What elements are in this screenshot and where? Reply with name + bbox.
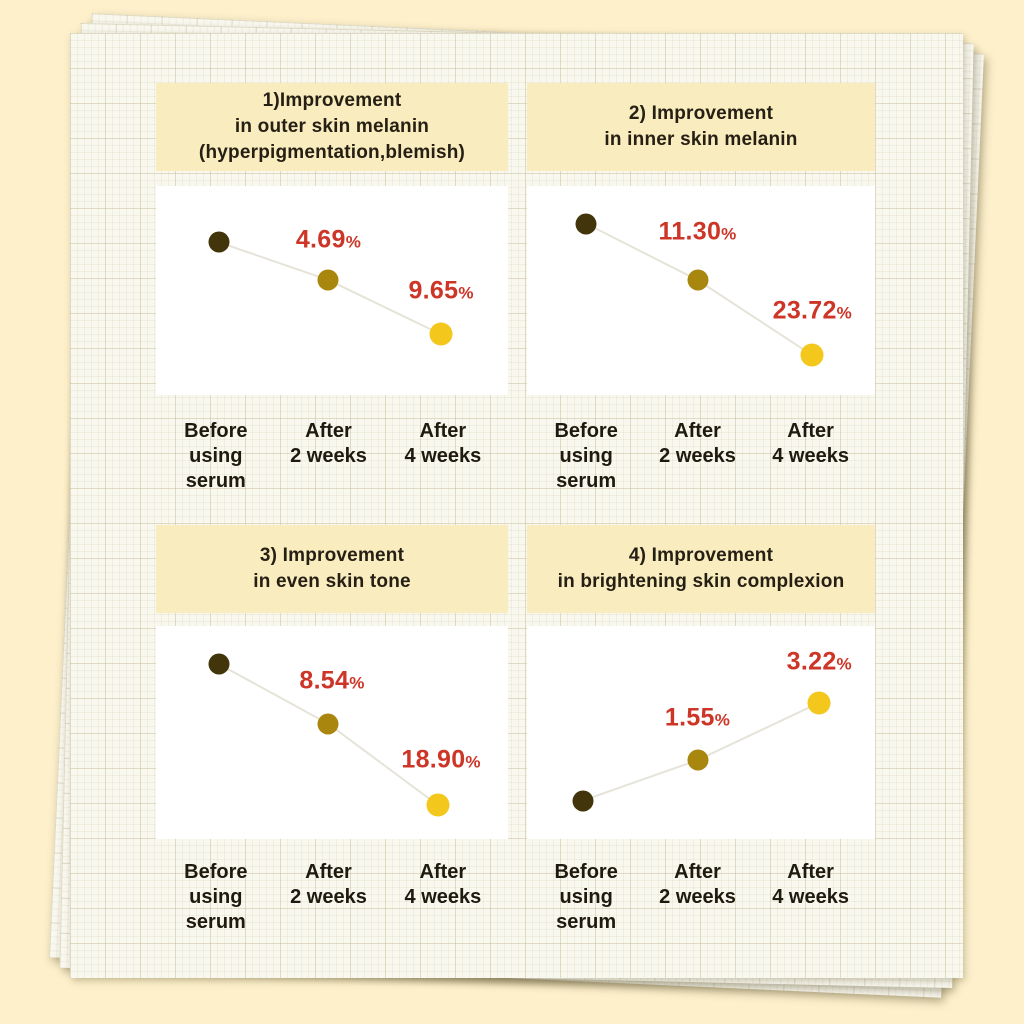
value-label (787, 648, 852, 677)
value-number: 18.90 (401, 745, 466, 774)
axis-label-line: 4 weeks (772, 886, 849, 908)
percent-sign: % (458, 283, 474, 302)
axis-label-line: After (419, 420, 467, 442)
data-point (572, 790, 593, 811)
axis-label-line: using (559, 886, 613, 908)
axis-label (554, 860, 617, 935)
axis-label-line: serum (185, 470, 246, 492)
percent-sign: % (836, 654, 852, 674)
panel-title-banner (527, 525, 875, 613)
value-number: 4.69 (295, 225, 346, 254)
value-number: 11.30 (658, 217, 722, 246)
axis-label (772, 860, 849, 910)
panel-title-banner (156, 525, 508, 613)
percent-sign: % (465, 752, 481, 772)
data-point (808, 691, 831, 714)
value-number: 9.65 (408, 276, 459, 304)
panel-title-line: in inner skin melanin (604, 129, 798, 150)
axis-label (405, 860, 482, 910)
data-point (426, 793, 449, 816)
value-label (665, 703, 730, 732)
axis-label-line: 2 weeks (659, 445, 736, 467)
axis-label-line: serum (556, 911, 617, 933)
value-label (299, 667, 364, 696)
panel-title-line: 1)Improvement (262, 90, 402, 111)
axis-label (184, 860, 247, 935)
axis-label-line: using (559, 445, 613, 467)
axis-label-line: Before (554, 861, 618, 883)
axis-label-line: using (189, 886, 243, 908)
panel-title-line: in even skin tone (253, 571, 411, 592)
percent-sign: % (714, 710, 731, 730)
percent-sign: % (345, 232, 362, 252)
data-point (687, 750, 708, 771)
axis-label-line: 2 weeks (290, 445, 367, 467)
data-point (209, 654, 230, 675)
axis-label-line: 4 weeks (404, 445, 482, 467)
chart-area (527, 626, 875, 839)
axis-label-line: Before (184, 861, 248, 883)
axis-label-line: 2 weeks (290, 886, 367, 908)
axis-label-line: 4 weeks (772, 445, 849, 467)
panel-4 (527, 33, 875, 978)
panel-title-line: in outer skin melanin (234, 116, 430, 137)
axis-label-line: serum (185, 911, 246, 933)
data-point (318, 713, 339, 734)
axis-label-line: After (305, 420, 352, 442)
axis-label-line: After (419, 861, 467, 883)
value-number: 1.55 (664, 703, 715, 732)
chart-area (156, 626, 508, 839)
axis-label-line: using (189, 445, 243, 467)
axis-label-line: After (787, 861, 834, 883)
panel-title-line: 3) Improvement (259, 545, 405, 566)
axis-label (659, 860, 736, 910)
axis-label-line: After (674, 861, 721, 883)
value-number: 23.72 (772, 296, 837, 325)
paper-sheet-main (70, 33, 963, 978)
percent-sign: % (836, 303, 853, 323)
panel-3 (156, 33, 508, 978)
axis-label-line: After (674, 420, 721, 442)
axis-label-line: After (305, 861, 352, 883)
x-axis-labels (156, 860, 508, 970)
panel-title-line: 2) Improvement (628, 103, 774, 124)
axis-label-line: 4 weeks (404, 886, 482, 908)
axis-label-line: Before (184, 420, 248, 442)
percent-sign: % (349, 673, 365, 693)
value-label (401, 746, 480, 775)
axis-label-line: 2 weeks (659, 886, 736, 908)
percent-sign: % (721, 224, 737, 244)
axis-label-line: After (787, 420, 834, 442)
axis-label-line: serum (556, 470, 617, 492)
panel-title-line: 4) Improvement (628, 545, 774, 566)
value-number: 8.54 (299, 666, 350, 695)
axis-label (290, 860, 367, 910)
panel-title-line: in brightening skin complexion (557, 571, 845, 592)
axis-label-line: Before (554, 420, 618, 442)
panel-title-line: (hyperpigmentation,blemish) (198, 142, 466, 163)
x-axis-labels (527, 860, 875, 970)
value-number: 3.22 (786, 647, 837, 676)
